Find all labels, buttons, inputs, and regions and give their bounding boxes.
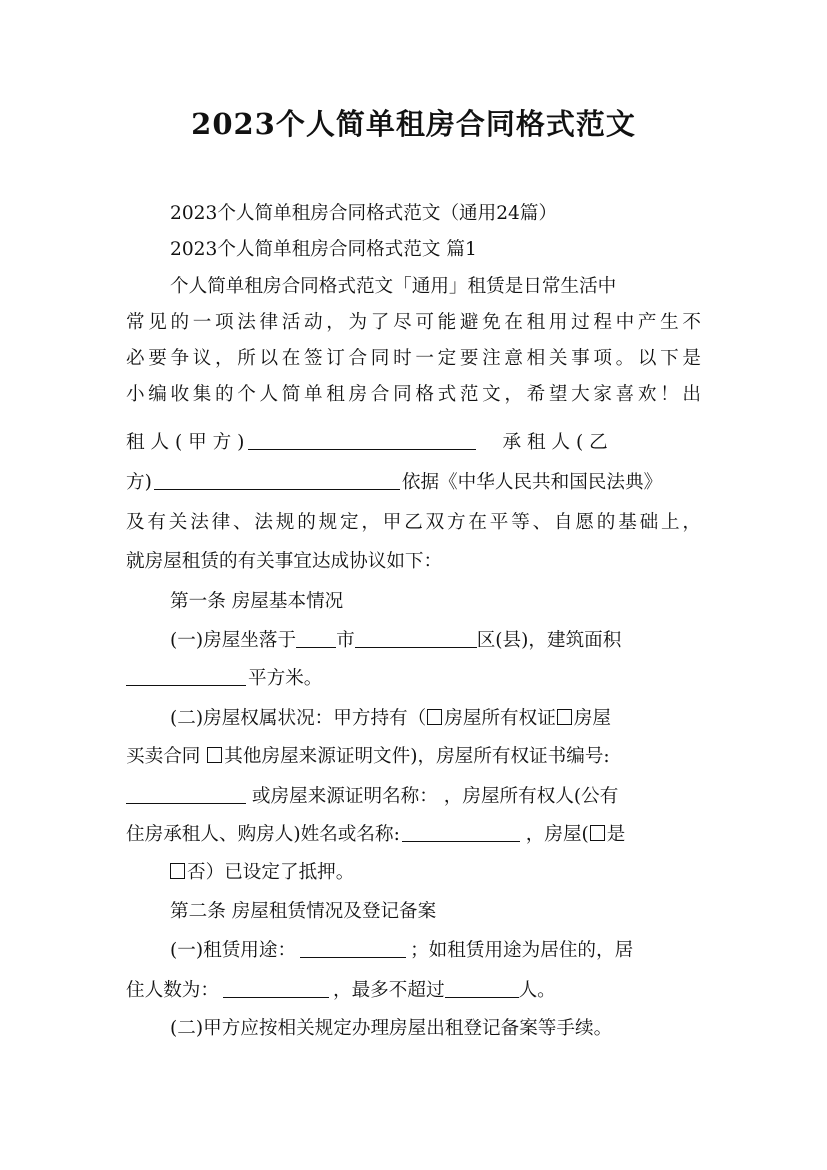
text-line: 买卖合同 其他房屋来源证明文件)，房屋所有权证书编号: xyxy=(126,746,610,767)
text-line: 否）已设定了抵押。 xyxy=(170,861,701,885)
lessee-label: 承 租 人 ( 乙 xyxy=(502,432,608,453)
section-heading: 第二条 房屋租赁情况及登记备案 xyxy=(170,901,437,922)
area-blank xyxy=(126,667,246,686)
text-line: (一)租赁用途： ；如租赁用途为居住的，居 xyxy=(170,940,634,961)
section-heading: 第一条 房屋基本情况 xyxy=(170,591,344,612)
text-line: 2023个人简单租房合同格式范文（通用24篇） xyxy=(170,203,558,224)
text-line: 住人数为： ，最多不超过 人。 xyxy=(126,980,556,1001)
purpose-blank xyxy=(300,939,406,958)
max-residents-blank xyxy=(445,979,519,998)
text-line: 个人简单租房合同格式范文「通用」租赁是日常生活中 xyxy=(170,276,617,297)
text-line: 就房屋租赁的有关事宜达成协议如下： xyxy=(126,551,443,572)
checkbox-icon xyxy=(170,863,185,879)
text-line: 方) 依据《中华人民共和国民法典》 xyxy=(126,472,663,493)
residents-blank xyxy=(223,979,329,998)
text-line: (二)房屋权属状况：甲方持有（ 房屋所有权证 房屋 xyxy=(170,708,612,729)
text-line: 2023个人简单租房合同格式范文 篇1 xyxy=(170,239,477,260)
text-line: 及有关法律、法规的规定，甲乙双方在平等、自愿的基础上， xyxy=(126,512,701,533)
lessor-label: 租 人 ( 甲 方 ) xyxy=(126,432,245,453)
checkbox-icon xyxy=(427,709,442,725)
text-line: 必要争议，所以在签订合同时一定要注意相关事项。以下是 xyxy=(126,348,701,369)
text-line: 平方米。 xyxy=(126,667,701,691)
lessee-blank xyxy=(154,471,400,490)
checkbox-icon xyxy=(207,747,222,763)
text-line: (一)房屋坐落于 市 区(县)，建筑面积 xyxy=(170,630,622,651)
city-blank xyxy=(296,629,336,648)
text-line: 小编收集的个人简单租房合同格式范文，希望大家喜欢！出 xyxy=(126,384,701,405)
checkbox-icon xyxy=(557,709,572,725)
text-line xyxy=(126,431,701,455)
owner-name-blank xyxy=(402,823,520,842)
checkbox-icon xyxy=(590,825,605,841)
certificate-number-blank xyxy=(126,785,246,804)
text-line: (二)甲方应按相关规定办理房屋出租登记备案等手续。 xyxy=(170,1018,613,1039)
text-line: 或房屋来源证明名称： ，房屋所有权人(公有 xyxy=(126,785,701,809)
text-line: 常见的一项法律活动，为了尽可能避免在租用过程中产生不 xyxy=(126,312,701,333)
document-title: 2023个人简单租房合同格式范文 xyxy=(191,107,636,141)
district-blank xyxy=(355,629,477,648)
text-line: 住房承租人、购房人)姓名或名称: ，房屋( 是 xyxy=(126,824,626,845)
lessor-blank xyxy=(248,431,476,450)
